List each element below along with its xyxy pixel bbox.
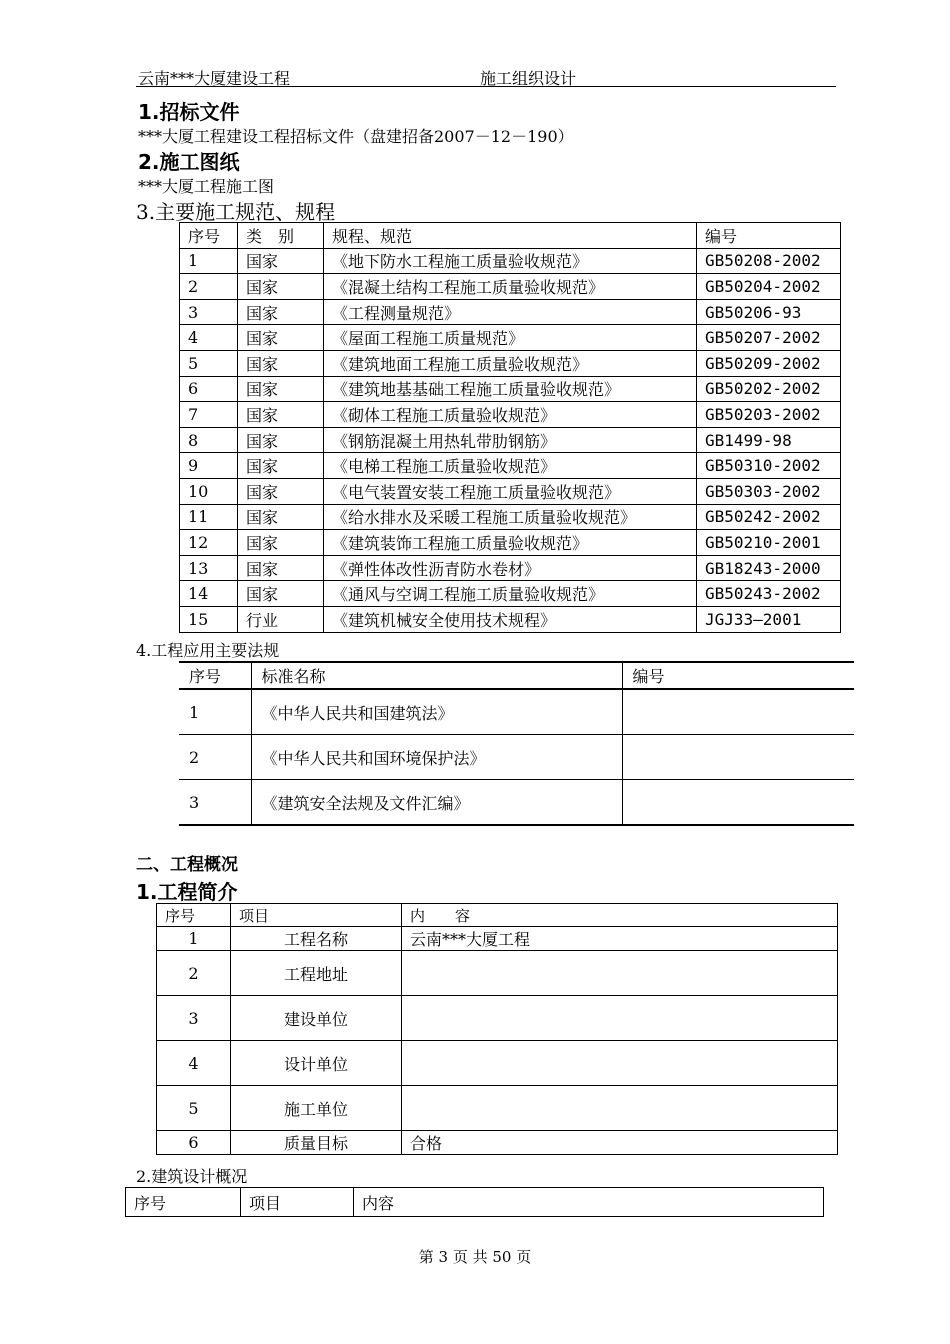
table-row	[180, 530, 841, 556]
column-header: 项目	[241, 1188, 354, 1217]
table-cell: 《电气装置安装工程施工质量验收规范》	[324, 478, 697, 504]
table-cell: 国家	[238, 478, 324, 504]
column-header: 内容	[354, 1188, 824, 1217]
table-cell: GB50206-93	[697, 299, 841, 325]
table-cell: 1	[180, 248, 238, 274]
table-header-row	[126, 1188, 824, 1217]
table-row	[180, 376, 841, 402]
table-cell: 《混凝土结构工程施工质量验收规范》	[324, 274, 697, 300]
table-row	[180, 402, 841, 428]
table-cell: GB50310-2002	[697, 453, 841, 479]
table-cell: 《给水排水及采暖工程施工质量验收规范》	[324, 504, 697, 530]
table-cell: 8	[180, 427, 238, 453]
table-cell: 《建筑地面工程施工质量验收规范》	[324, 350, 697, 376]
table-cell: GB50242-2002	[697, 504, 841, 530]
table-cell: 设计单位	[231, 1041, 402, 1086]
table-cell: 国家	[238, 453, 324, 479]
table-cell: 《电梯工程施工质量验收规范》	[324, 453, 697, 479]
section-2-title: 2.施工图纸	[138, 150, 240, 174]
table-row	[157, 996, 838, 1041]
section-5-title: 1.工程简介	[136, 880, 238, 904]
table-cell: 《中华人民共和国环境保护法》	[251, 735, 622, 780]
table-cell: 《中华人民共和国建筑法》	[251, 689, 622, 735]
table-row	[180, 504, 841, 530]
table-cell: JGJ33—2001	[697, 606, 841, 632]
table-cell: 国家	[238, 350, 324, 376]
table-cell: 11	[180, 504, 238, 530]
table-cell: 建设单位	[231, 996, 402, 1041]
table-cell: 6	[180, 376, 238, 402]
table-cell: 《建筑装饰工程施工质量验收规范》	[324, 530, 697, 556]
table-cell: 编号	[622, 662, 854, 689]
table-cell: GB50202-2002	[697, 376, 841, 402]
table-cell	[402, 1041, 838, 1086]
table-cell	[622, 689, 854, 735]
table-cell: 4	[157, 1041, 231, 1086]
table-row	[180, 299, 841, 325]
table-row	[180, 581, 841, 607]
table-cell: 内 容	[402, 904, 838, 927]
table-cell: 项目	[231, 904, 402, 927]
table-cell: 《弹性体改性沥青防水卷材》	[324, 555, 697, 581]
table-cell	[402, 1086, 838, 1131]
table-cell: 国家	[238, 274, 324, 300]
table-cell: 13	[180, 555, 238, 581]
table-cell: 国家	[238, 402, 324, 428]
table-cell: GB50204-2002	[697, 274, 841, 300]
table-cell: GB1499-98	[697, 427, 841, 453]
table-cell: 标准名称	[251, 662, 622, 689]
table-cell: GB50209-2002	[697, 350, 841, 376]
table-cell: 10	[180, 478, 238, 504]
table-cell: 《地下防水工程施工质量验收规范》	[324, 248, 697, 274]
table-cell: GB18243-2000	[697, 555, 841, 581]
table-cell: 序号	[180, 223, 238, 249]
table-cell: 国家	[238, 427, 324, 453]
table-cell: 序号	[179, 662, 251, 689]
table-cell: 《建筑机械安全使用技术规程》	[324, 606, 697, 632]
table-cell: 《建筑地基基础工程施工质量验收规范》	[324, 376, 697, 402]
header-doc-title: 施工组织设计	[480, 69, 577, 88]
table-row	[180, 427, 841, 453]
table-row	[157, 1131, 838, 1155]
table-cell: 2	[157, 951, 231, 996]
building-design-table	[125, 1187, 824, 1217]
table-cell: 3	[179, 780, 251, 826]
table-row	[180, 478, 841, 504]
column-header: 序号	[126, 1188, 241, 1217]
table-cell: 2	[180, 274, 238, 300]
table-row	[180, 274, 841, 300]
regulations-table	[179, 222, 841, 633]
table-cell: 类 别	[238, 223, 324, 249]
table-cell: 施工单位	[231, 1086, 402, 1131]
table-cell: 《通风与空调工程施工质量验收规范》	[324, 581, 697, 607]
table-cell: GB50207-2002	[697, 325, 841, 351]
table-cell: 14	[180, 581, 238, 607]
table-row	[157, 904, 838, 927]
table-row	[179, 662, 854, 689]
table-row	[180, 248, 841, 274]
table-cell: 5	[157, 1086, 231, 1131]
table-cell: 国家	[238, 504, 324, 530]
table-cell: 《工程测量规范》	[324, 299, 697, 325]
table-row	[180, 223, 841, 249]
table-cell: 国家	[238, 555, 324, 581]
table-cell: 《建筑安全法规及文件汇编》	[251, 780, 622, 826]
table-row	[157, 1086, 838, 1131]
table-cell: 2	[179, 735, 251, 780]
table-cell: 3	[180, 299, 238, 325]
table-cell	[402, 996, 838, 1041]
section-1-text: ***大厦工程建设工程招标文件（盘建招备2007－12－190）	[138, 127, 574, 146]
table-cell: 3	[157, 996, 231, 1041]
table-cell: 《屋面工程施工质量规范》	[324, 325, 697, 351]
table-cell: 国家	[238, 581, 324, 607]
table-cell: 9	[180, 453, 238, 479]
table-cell: 12	[180, 530, 238, 556]
page-footer: 第 3 页 共 50 页	[418, 1248, 532, 1266]
table-cell: 4	[180, 325, 238, 351]
table-cell: 《钢筋混凝土用热轧带肋钢筋》	[324, 427, 697, 453]
project-overview-table	[156, 903, 838, 1155]
table-cell: 工程名称	[231, 927, 402, 951]
table-row	[157, 1041, 838, 1086]
table-cell: 规程、规范	[324, 223, 697, 249]
table-cell: GB50243-2002	[697, 581, 841, 607]
table-row	[157, 951, 838, 996]
table-cell	[402, 951, 838, 996]
table-row	[179, 735, 854, 780]
table-cell: 编号	[697, 223, 841, 249]
table-row	[157, 927, 838, 951]
table-row	[180, 350, 841, 376]
table-cell: 15	[180, 606, 238, 632]
section-4-title: 4.工程应用主要法规	[136, 641, 280, 660]
table-cell: 行业	[238, 606, 324, 632]
table-cell: 合格	[402, 1131, 838, 1155]
table-cell: 国家	[238, 530, 324, 556]
table-cell: 国家	[238, 299, 324, 325]
table-cell: 《砌体工程施工质量验收规范》	[324, 402, 697, 428]
table-cell: 云南***大厦工程	[402, 927, 838, 951]
table-cell: 国家	[238, 248, 324, 274]
table-cell: 1	[157, 927, 231, 951]
table-cell: 6	[157, 1131, 231, 1155]
header-rule	[136, 86, 836, 87]
laws-table	[179, 661, 854, 826]
table-cell: GB50208-2002	[697, 248, 841, 274]
section-2-text: ***大厦工程施工图	[138, 177, 275, 196]
table-cell: GB50210-2001	[697, 530, 841, 556]
table-cell	[622, 735, 854, 780]
table-row	[179, 780, 854, 826]
table-row	[180, 453, 841, 479]
table-cell: 7	[180, 402, 238, 428]
table-cell	[622, 780, 854, 826]
section-6-title: 2.建筑设计概况	[136, 1167, 248, 1186]
table-cell: 序号	[157, 904, 231, 927]
table-row	[179, 689, 854, 735]
table-cell: GB50203-2002	[697, 402, 841, 428]
table-row	[180, 606, 841, 632]
table-row	[180, 555, 841, 581]
header-project-name: 云南***大厦建设工程	[138, 69, 291, 88]
table-cell: 1	[179, 689, 251, 735]
section-3-title: 3.主要施工规范、规程	[136, 200, 336, 224]
table-cell: 5	[180, 350, 238, 376]
part-2-title: 二、工程概况	[136, 855, 238, 875]
table-cell: 国家	[238, 376, 324, 402]
table-cell: 国家	[238, 325, 324, 351]
table-cell: 工程地址	[231, 951, 402, 996]
table-cell: GB50303-2002	[697, 478, 841, 504]
section-1-title: 1.招标文件	[138, 100, 240, 124]
table-cell: 质量目标	[231, 1131, 402, 1155]
table-row	[180, 325, 841, 351]
